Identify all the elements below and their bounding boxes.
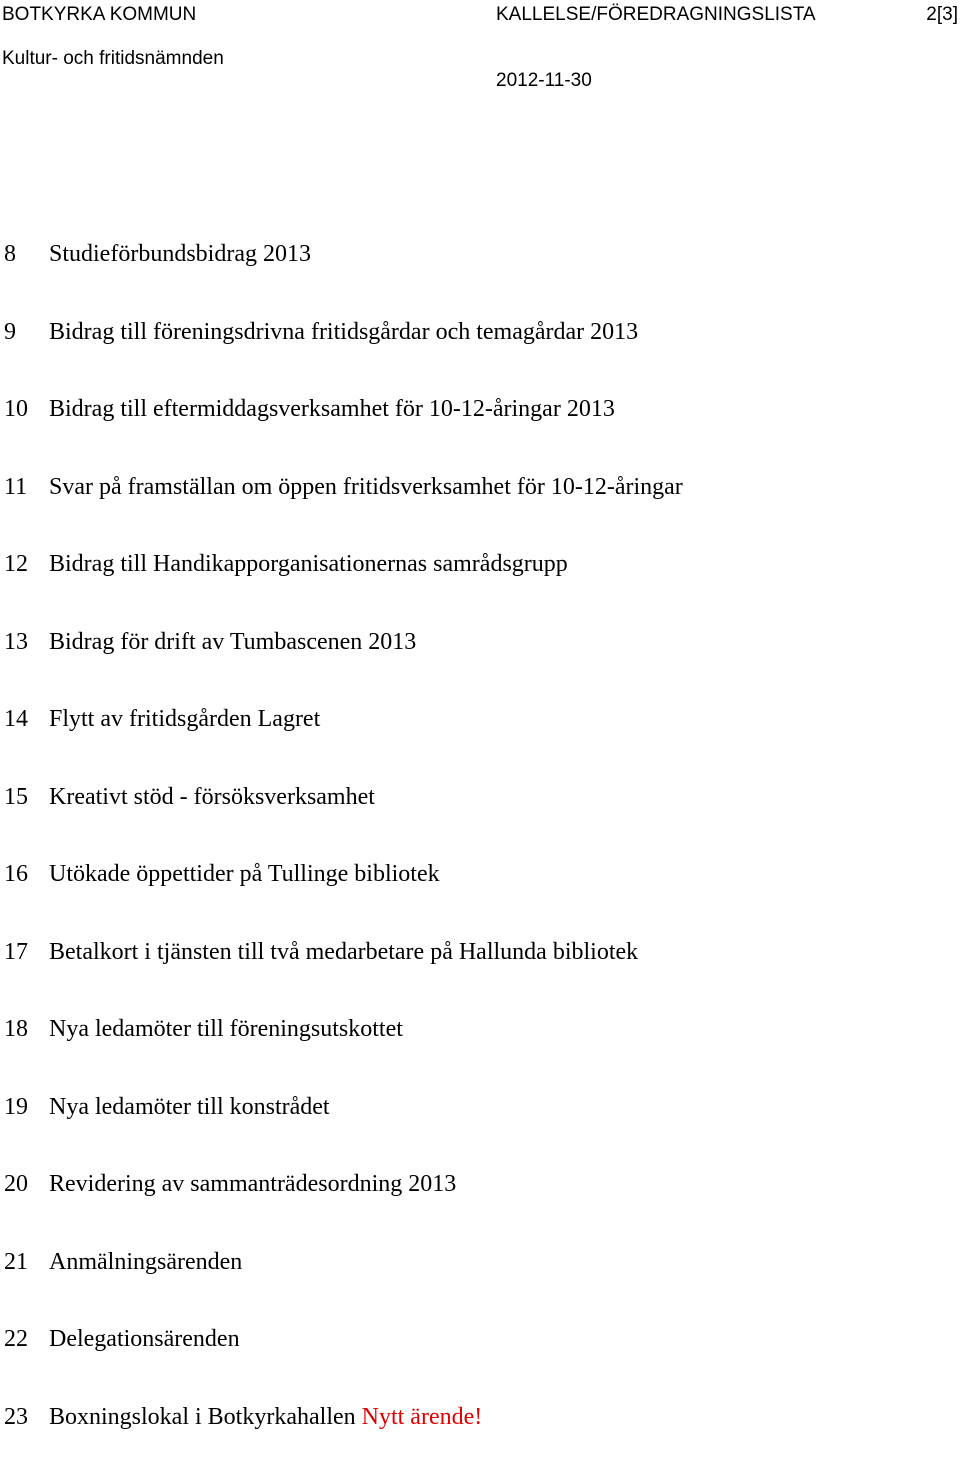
agenda-item bbox=[0, 1399, 960, 1476]
agenda-list bbox=[0, 236, 960, 1476]
agenda-item bbox=[0, 1089, 960, 1167]
agenda-item bbox=[0, 1011, 960, 1089]
page-number: 2[3] bbox=[926, 4, 958, 26]
agenda-item-title: Studieförbundsbidrag 2013 bbox=[49, 236, 311, 272]
agenda-item bbox=[0, 934, 960, 1012]
agenda-item bbox=[0, 1244, 960, 1322]
agenda-item-number: 17 bbox=[4, 934, 28, 970]
agenda-item-title: Nya ledamöter till konstrådet bbox=[49, 1089, 330, 1125]
agenda-item-number: 19 bbox=[4, 1089, 28, 1125]
agenda-item-title: Betalkort i tjänsten till två medarbetare på Hallunda bibliotek bbox=[49, 934, 638, 970]
agenda-item-number: 22 bbox=[4, 1321, 28, 1357]
agenda-item bbox=[0, 469, 960, 547]
committee-name: Kultur- och fritidsnämnden bbox=[2, 48, 224, 70]
agenda-item bbox=[0, 624, 960, 702]
agenda-item-title: Bidrag till föreningsdrivna fritidsgårdar och temagårdar 2013 bbox=[49, 314, 638, 350]
agenda-item-title: Revidering av sammanträdesordning 2013 bbox=[49, 1166, 456, 1202]
agenda-item bbox=[0, 314, 960, 392]
agenda-item-title: Nya ledamöter till föreningsutskottet bbox=[49, 1011, 403, 1047]
agenda-item-title: Bidrag för drift av Tumbascenen 2013 bbox=[49, 624, 416, 660]
agenda-item-number: 13 bbox=[4, 624, 28, 660]
agenda-item-number: 8 bbox=[4, 236, 16, 272]
agenda-item bbox=[0, 1321, 960, 1399]
agenda-item bbox=[0, 236, 960, 314]
agenda-item bbox=[0, 701, 960, 779]
agenda-item-title: Svar på framställan om öppen fritidsverksamhet för 10-12-åringar bbox=[49, 469, 683, 505]
agenda-item-title: Boxningslokal i Botkyrkahallen bbox=[49, 1404, 356, 1430]
agenda-item bbox=[0, 779, 960, 857]
agenda-item bbox=[0, 546, 960, 624]
agenda-item bbox=[0, 1166, 960, 1244]
document-type: KALLELSE/FÖREDRAGNINGSLISTA bbox=[496, 4, 816, 26]
agenda-item-title: Flytt av fritidsgården Lagret bbox=[49, 701, 320, 737]
agenda-item-title: Bidrag till Handikapporganisationernas samrådsgrupp bbox=[49, 546, 568, 582]
agenda-item-title: Utökade öppettider på Tullinge bibliotek bbox=[49, 856, 440, 892]
agenda-item-title: Bidrag till eftermiddagsverksamhet för 10-12-åringar 2013 bbox=[49, 391, 615, 427]
agenda-item-number: 15 bbox=[4, 779, 28, 815]
agenda-item-number: 14 bbox=[4, 701, 28, 737]
agenda-item-title: Delegationsärenden bbox=[49, 1321, 240, 1357]
agenda-item-number: 11 bbox=[4, 469, 27, 505]
document-date: 2012-11-30 bbox=[496, 70, 592, 92]
agenda-item bbox=[0, 391, 960, 469]
agenda-item-number: 18 bbox=[4, 1011, 28, 1047]
agenda-item-number: 20 bbox=[4, 1166, 28, 1202]
agenda-item-number: 16 bbox=[4, 856, 28, 892]
agenda-item-number: 23 bbox=[4, 1399, 28, 1435]
agenda-item-title: Kreativt stöd - försöksverksamhet bbox=[49, 779, 375, 815]
agenda-item-number: 10 bbox=[4, 391, 28, 427]
new-item-note: Nytt ärende! bbox=[362, 1404, 483, 1430]
agenda-item-number: 9 bbox=[4, 314, 16, 350]
agenda-item-title-wrap bbox=[49, 1399, 482, 1435]
agenda-item-number: 21 bbox=[4, 1244, 28, 1280]
agenda-item bbox=[0, 856, 960, 934]
organization-name: BOTKYRKA KOMMUN bbox=[2, 4, 196, 26]
agenda-item-title: Anmälningsärenden bbox=[49, 1244, 242, 1280]
agenda-item-number: 12 bbox=[4, 546, 28, 582]
